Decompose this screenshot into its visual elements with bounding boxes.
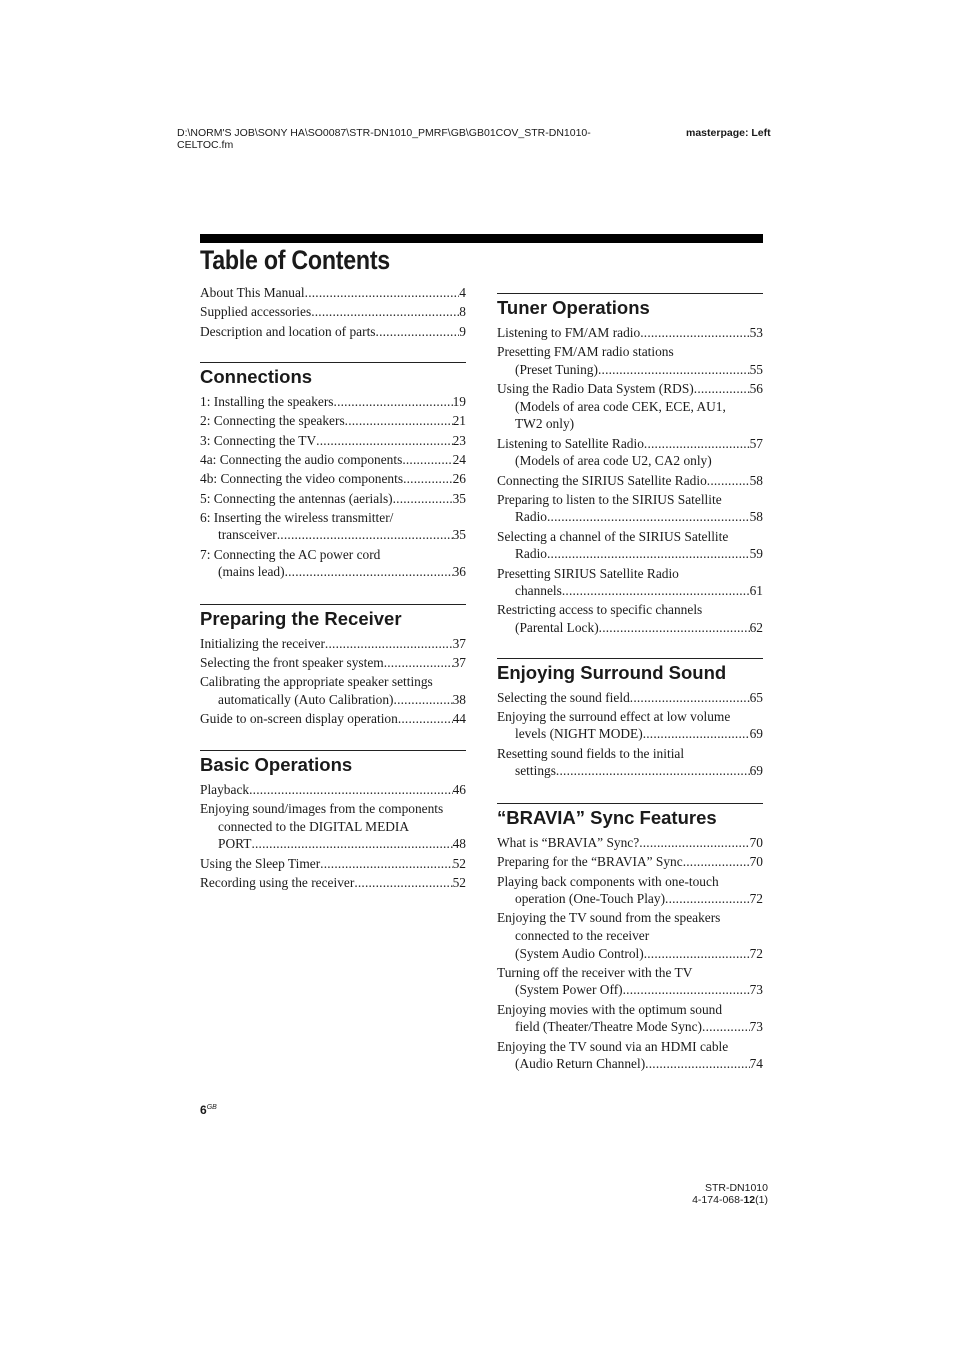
toc-entry-line bbox=[200, 874, 466, 892]
toc-page-number: 37 bbox=[452, 635, 466, 651]
toc-entry-line bbox=[200, 412, 466, 430]
section-heading: Tuner Operations bbox=[497, 297, 650, 318]
toc-entry-line bbox=[497, 491, 763, 509]
toc-entry[interactable] bbox=[497, 708, 763, 743]
toc-entry-text: Radio bbox=[515, 546, 547, 562]
toc-entry[interactable] bbox=[497, 834, 763, 852]
toc-entry-text: (System Power Off) bbox=[515, 982, 623, 998]
toc-entry[interactable] bbox=[497, 1001, 763, 1036]
dot-leader bbox=[547, 545, 750, 563]
toc-entry-text: settings bbox=[515, 763, 556, 779]
section-rule bbox=[497, 803, 763, 804]
toc-entry[interactable] bbox=[200, 393, 466, 411]
toc-entry[interactable] bbox=[200, 800, 466, 853]
section-rule bbox=[200, 604, 466, 605]
dot-leader bbox=[334, 393, 453, 411]
toc-page-number: 73 bbox=[749, 982, 763, 998]
toc-entry-text: Listening to Satellite Radio bbox=[497, 435, 644, 451]
toc-entry[interactable] bbox=[497, 964, 763, 999]
toc-entry-text: channels bbox=[515, 583, 562, 599]
page-number bbox=[200, 1103, 217, 1117]
toc-entry-text: What is “BRAVIA” Sync? bbox=[497, 834, 640, 850]
toc-entry-text: Using the Radio Data System (RDS) bbox=[497, 381, 694, 397]
footer-model: STR-DN1010 bbox=[704, 1182, 768, 1194]
toc-page-number: 53 bbox=[749, 325, 763, 340]
toc-entry-line bbox=[200, 654, 466, 672]
toc-entry-text: Description and location of parts bbox=[200, 323, 376, 339]
toc-entry-line bbox=[200, 451, 466, 469]
toc-page-number: 74 bbox=[749, 1056, 763, 1072]
toc-entry-line bbox=[200, 526, 466, 544]
section-heading: Connections bbox=[200, 366, 313, 388]
toc-section bbox=[497, 293, 763, 637]
toc-entry-text: 5: Connecting the antennas (aerials) bbox=[200, 490, 393, 506]
toc-entry-line bbox=[497, 601, 763, 619]
toc-entry-line bbox=[200, 563, 466, 581]
toc-entry-line bbox=[200, 800, 466, 818]
toc-page-number: 55 bbox=[749, 361, 763, 377]
toc-entry-text: Supplied accessories bbox=[200, 304, 312, 320]
toc-entry-text: connected to the DIGITAL MEDIA bbox=[218, 818, 410, 834]
dot-leader bbox=[702, 1018, 750, 1036]
toc-page-number: 38 bbox=[452, 692, 466, 708]
dot-leader bbox=[311, 303, 459, 321]
toc-entry[interactable] bbox=[200, 284, 466, 302]
toc-entry-line bbox=[200, 303, 466, 321]
toc-entry[interactable] bbox=[200, 710, 466, 728]
dot-leader bbox=[683, 853, 750, 871]
toc-entry[interactable] bbox=[497, 491, 763, 526]
toc-entry-text: Listening to FM/AM radio bbox=[497, 325, 641, 340]
toc-entry-line bbox=[200, 818, 466, 836]
section-rule bbox=[497, 293, 763, 294]
toc-page-number: 61 bbox=[749, 583, 763, 599]
toc-entry-text: Playing back components with one-touch bbox=[497, 873, 719, 889]
toc-entry-text: Radio bbox=[515, 509, 547, 525]
toc-entry-note bbox=[497, 398, 763, 416]
dot-leader bbox=[665, 890, 750, 908]
toc-entry[interactable] bbox=[497, 745, 763, 780]
dot-leader bbox=[644, 435, 750, 453]
toc-entry-text: Recording using the receiver bbox=[200, 874, 355, 890]
toc-page-number: 4 bbox=[459, 285, 466, 300]
toc-entry-line bbox=[200, 284, 466, 302]
toc-entry-line bbox=[497, 1018, 763, 1036]
dot-leader bbox=[643, 725, 750, 743]
toc-entry-line bbox=[200, 635, 466, 653]
toc-page-number: 72 bbox=[749, 945, 763, 961]
dot-leader bbox=[644, 945, 750, 963]
toc-entry-text: Presetting SIRIUS Satellite Radio bbox=[497, 565, 679, 581]
toc-entry[interactable] bbox=[497, 601, 763, 636]
toc-page-number: 58 bbox=[749, 509, 763, 525]
dot-leader bbox=[325, 635, 453, 653]
dot-leader bbox=[640, 324, 749, 342]
toc-entry-line bbox=[497, 834, 763, 852]
toc-page-number: 59 bbox=[749, 546, 763, 562]
toc-entry[interactable] bbox=[200, 781, 466, 799]
page-title: Table of Contents bbox=[200, 245, 390, 275]
toc-page-number: 57 bbox=[749, 435, 763, 451]
toc-entry-text: Playback bbox=[200, 781, 250, 797]
toc-page-number: 73 bbox=[749, 1019, 763, 1035]
section-rule bbox=[200, 750, 466, 751]
toc-page-number: 69 bbox=[749, 763, 763, 779]
toc-entry-text: Preparing to listen to the SIRIUS Satellite bbox=[497, 491, 722, 507]
toc-page-number: 21 bbox=[452, 413, 466, 429]
toc-page-number: 35 bbox=[452, 490, 466, 506]
dot-leader bbox=[623, 981, 750, 999]
toc-page-number: 52 bbox=[452, 855, 466, 871]
dot-leader bbox=[398, 710, 453, 728]
toc-entry-line bbox=[200, 673, 466, 691]
toc-page-number: 62 bbox=[749, 620, 763, 635]
toc-entry[interactable] bbox=[200, 509, 466, 544]
toc-entry-text: Initializing the receiver bbox=[200, 635, 325, 651]
toc-entry-line bbox=[497, 380, 763, 398]
toc-entry[interactable] bbox=[200, 432, 466, 450]
toc-entry-line bbox=[497, 964, 763, 982]
section-rule bbox=[497, 658, 763, 659]
toc-section bbox=[200, 284, 466, 340]
toc-entry-text: Enjoying sound/images from the components bbox=[200, 801, 444, 817]
dot-leader bbox=[707, 472, 750, 490]
toc-entry-line bbox=[497, 762, 763, 780]
section-heading: Preparing the Receiver bbox=[200, 607, 402, 629]
toc-entry[interactable] bbox=[200, 654, 466, 672]
toc-entry-text: Calibrating the appropriate speaker settings bbox=[200, 674, 433, 690]
toc-entry-text: (System Audio Control) bbox=[515, 945, 644, 961]
toc-entry-line bbox=[200, 323, 466, 341]
toc-entry-line bbox=[497, 1055, 763, 1073]
toc-entry[interactable] bbox=[497, 435, 763, 470]
toc-entry[interactable] bbox=[200, 323, 466, 341]
section-heading: Enjoying Surround Sound bbox=[497, 661, 727, 683]
toc-section bbox=[200, 604, 466, 728]
toc-entry-text: (Audio Return Channel) bbox=[515, 1056, 646, 1072]
toc-section bbox=[200, 750, 466, 892]
toc-page-number: 36 bbox=[452, 564, 466, 580]
toc-section bbox=[497, 803, 763, 1073]
toc-entry-text: PORT bbox=[218, 836, 252, 852]
toc-entry[interactable] bbox=[200, 303, 466, 321]
dot-leader bbox=[277, 526, 453, 544]
toc-entry[interactable] bbox=[497, 909, 763, 962]
dot-leader bbox=[393, 490, 453, 508]
toc-entry-line bbox=[200, 490, 466, 508]
toc-entry-text: Selecting a channel of the SIRIUS Satellite bbox=[497, 528, 729, 544]
toc-page-number: 9 bbox=[459, 323, 466, 339]
toc-page-number: 52 bbox=[452, 874, 466, 890]
toc-entry-line bbox=[200, 781, 466, 799]
page-number-suffix: GB bbox=[206, 1104, 217, 1111]
toc-entry-text: 1: Installing the speakers bbox=[200, 394, 334, 410]
toc-section bbox=[200, 362, 466, 581]
toc-entry[interactable] bbox=[200, 546, 466, 581]
dot-leader bbox=[305, 284, 460, 302]
toc-entry[interactable] bbox=[200, 635, 466, 653]
toc-entry-line bbox=[200, 835, 466, 853]
toc-entry-text: Enjoying the TV sound via an HDMI cable bbox=[497, 1038, 729, 1054]
dot-leader bbox=[645, 1055, 749, 1073]
toc-entry-line bbox=[497, 545, 763, 563]
toc-page-number: 8 bbox=[459, 304, 466, 320]
toc-page-number: 35 bbox=[452, 527, 466, 543]
toc-page-number: 69 bbox=[749, 726, 763, 742]
title-rule bbox=[200, 234, 763, 243]
section-heading: Basic Operations bbox=[200, 753, 353, 775]
footer-code bbox=[692, 1182, 768, 1206]
toc-entry-text: Turning off the receiver with the TV bbox=[497, 964, 693, 980]
toc-entry-text: operation (One-Touch Play) bbox=[515, 891, 666, 907]
masterpage-label: masterpage: Left bbox=[686, 127, 771, 139]
toc-entry[interactable] bbox=[497, 853, 763, 871]
section-heading: “BRAVIA” Sync Features bbox=[497, 806, 717, 828]
toc-entry[interactable] bbox=[497, 472, 763, 490]
dot-leader bbox=[345, 412, 453, 430]
toc-entry-line bbox=[497, 1001, 763, 1019]
toc-page-number: 19 bbox=[452, 394, 466, 410]
dot-leader bbox=[556, 762, 750, 780]
toc-entry-text: transceiver bbox=[218, 527, 277, 543]
toc-entry[interactable] bbox=[497, 380, 763, 433]
dot-leader bbox=[249, 781, 453, 799]
toc-entry-line bbox=[497, 1038, 763, 1056]
toc-entry-text: About This Manual bbox=[200, 285, 305, 300]
toc-entry-text: (mains lead) bbox=[218, 564, 285, 580]
toc-entry-text: 2: Connecting the speakers bbox=[200, 413, 345, 429]
toc-entry-text: Guide to on-screen display operation bbox=[200, 711, 398, 727]
toc-entry-line bbox=[497, 927, 763, 945]
toc-entry-line bbox=[497, 324, 763, 342]
toc-entry[interactable] bbox=[200, 451, 466, 469]
toc-entry-line bbox=[497, 890, 763, 908]
file-path-line-2: CELTOC.fm bbox=[177, 139, 234, 151]
toc-page-number: 58 bbox=[749, 472, 763, 488]
dot-leader bbox=[598, 361, 750, 379]
toc-entry[interactable] bbox=[497, 1038, 763, 1073]
file-path-line-1: D:\NORM'S JOB\SONY HA\SO0087\STR-DN1010_PMRF\GB\GB01COV_STR-DN1010- bbox=[177, 127, 591, 139]
dot-leader bbox=[639, 834, 749, 852]
dot-leader bbox=[547, 508, 750, 526]
toc-entry[interactable] bbox=[497, 528, 763, 563]
toc-page-number: 37 bbox=[452, 655, 466, 671]
toc-entry[interactable] bbox=[200, 470, 466, 488]
toc-entry-line bbox=[497, 508, 763, 526]
dot-leader bbox=[694, 380, 750, 398]
toc-entry-line bbox=[497, 981, 763, 999]
dot-leader bbox=[384, 654, 453, 672]
toc-entry-line bbox=[497, 343, 763, 361]
toc-entry-text: Using the Sleep Timer bbox=[200, 855, 321, 871]
toc-page-number: 48 bbox=[452, 836, 466, 852]
toc-page-number: 65 bbox=[749, 689, 763, 705]
toc-entry-note-text: (Models of area code U2, CA2 only) bbox=[515, 453, 712, 469]
toc-entry-line bbox=[497, 689, 763, 707]
toc-entry[interactable] bbox=[497, 689, 763, 707]
toc-entry-line bbox=[497, 708, 763, 726]
toc-page-number: 70 bbox=[749, 854, 763, 870]
toc-page-number: 70 bbox=[749, 834, 763, 850]
toc-page-number: 24 bbox=[452, 452, 466, 467]
toc-entry-line bbox=[497, 725, 763, 743]
toc-entry[interactable] bbox=[200, 874, 466, 892]
toc-entry[interactable] bbox=[200, 412, 466, 430]
toc-entry-text: Enjoying the surround effect at low volume bbox=[497, 708, 731, 724]
dot-leader bbox=[316, 432, 452, 450]
toc-entry-text: 7: Connecting the AC power cord bbox=[200, 546, 381, 562]
toc-entry-text: connected to the receiver bbox=[515, 927, 650, 943]
toc-page-number: 23 bbox=[452, 432, 466, 448]
toc-page-number: 72 bbox=[749, 891, 763, 907]
file-path-header bbox=[177, 127, 637, 151]
toc-entry[interactable] bbox=[497, 343, 763, 378]
toc-entry-text: Restricting access to specific channels bbox=[497, 602, 703, 618]
toc-page-number: 46 bbox=[452, 781, 466, 797]
toc-entry[interactable] bbox=[497, 324, 763, 342]
dot-leader bbox=[285, 563, 453, 581]
toc-entry-line bbox=[200, 393, 466, 411]
toc-entry-text: Presetting FM/AM radio stations bbox=[497, 344, 674, 360]
toc-entry-text: 6: Inserting the wireless transmitter/ bbox=[200, 509, 394, 525]
toc-entry-note-text: (Models of area code CEK, ECE, AU1, bbox=[515, 398, 726, 414]
toc-entry-text: Resetting sound fields to the initial bbox=[497, 745, 685, 761]
toc-left-column bbox=[200, 284, 466, 893]
toc-entry-text: Enjoying movies with the optimum sound bbox=[497, 1001, 723, 1017]
toc-section bbox=[497, 658, 763, 780]
toc-entry-line bbox=[200, 855, 466, 873]
toc-entry-line bbox=[200, 710, 466, 728]
toc-entry-text: 3: Connecting the TV bbox=[200, 432, 317, 448]
toc-entry-note-text: TW2 only) bbox=[515, 416, 575, 432]
toc-page-number: 26 bbox=[452, 471, 466, 487]
dot-leader bbox=[251, 835, 452, 853]
toc-entry-text: Selecting the front speaker system bbox=[200, 655, 384, 671]
toc-entry-text: automatically (Auto Calibration) bbox=[218, 692, 394, 708]
dot-leader bbox=[402, 451, 452, 469]
dot-leader bbox=[320, 855, 452, 873]
toc-entry-line bbox=[497, 909, 763, 927]
toc-entry-text: Preparing for the “BRAVIA” Sync bbox=[497, 854, 683, 870]
toc-entry-line bbox=[497, 873, 763, 891]
footer-part-number: 4-174-068-12(1) bbox=[692, 1194, 768, 1206]
toc-entry-text: 4b: Connecting the video components bbox=[200, 471, 404, 487]
toc-right-column bbox=[497, 293, 763, 1074]
toc-entry-line bbox=[497, 853, 763, 871]
toc-entry-text: (Parental Lock) bbox=[515, 620, 599, 635]
toc-entry-line bbox=[200, 432, 466, 450]
dot-leader bbox=[354, 874, 452, 892]
dot-leader bbox=[599, 619, 750, 637]
toc-page-number: 56 bbox=[749, 381, 763, 397]
toc-entry[interactable] bbox=[497, 565, 763, 600]
section-rule bbox=[200, 362, 466, 363]
dot-leader bbox=[403, 470, 453, 488]
toc-entry-line bbox=[200, 546, 466, 564]
toc-entry-line bbox=[497, 945, 763, 963]
toc-entry-line bbox=[497, 361, 763, 379]
toc-entry-line bbox=[497, 528, 763, 546]
dot-leader bbox=[376, 323, 460, 341]
toc-entry[interactable] bbox=[200, 673, 466, 708]
toc-entry-text: 4a: Connecting the audio components bbox=[200, 452, 403, 467]
toc-entry-line bbox=[200, 509, 466, 527]
dot-leader bbox=[562, 582, 750, 600]
dot-leader bbox=[394, 691, 453, 709]
toc-page-number: 44 bbox=[452, 711, 466, 727]
toc-entry-line bbox=[497, 745, 763, 763]
toc-entry-text: Connecting the SIRIUS Satellite Radio bbox=[497, 472, 707, 488]
toc-entry[interactable] bbox=[200, 855, 466, 873]
page-number-value: 6 bbox=[200, 1103, 207, 1117]
toc-entry-line bbox=[497, 565, 763, 583]
toc-entry-text: levels (NIGHT MODE) bbox=[515, 726, 643, 742]
toc-entry-text: Enjoying the TV sound from the speakers bbox=[497, 910, 721, 926]
toc-entry-line bbox=[497, 472, 763, 490]
dot-leader bbox=[630, 689, 750, 707]
toc-entry-text: (Preset Tuning) bbox=[515, 361, 598, 377]
toc-entry-note bbox=[497, 452, 763, 470]
toc-entry-note bbox=[497, 415, 763, 433]
toc-entry-line bbox=[497, 582, 763, 600]
toc-entry-line bbox=[497, 435, 763, 453]
toc-entry[interactable] bbox=[497, 873, 763, 908]
toc-entry-text: Selecting the sound field bbox=[497, 689, 630, 705]
toc-entry-line bbox=[497, 619, 763, 637]
toc-entry-line bbox=[200, 691, 466, 709]
toc-entry-text: field (Theater/Theatre Mode Sync) bbox=[515, 1019, 703, 1035]
toc-entry[interactable] bbox=[200, 490, 466, 508]
toc-entry-line bbox=[200, 470, 466, 488]
